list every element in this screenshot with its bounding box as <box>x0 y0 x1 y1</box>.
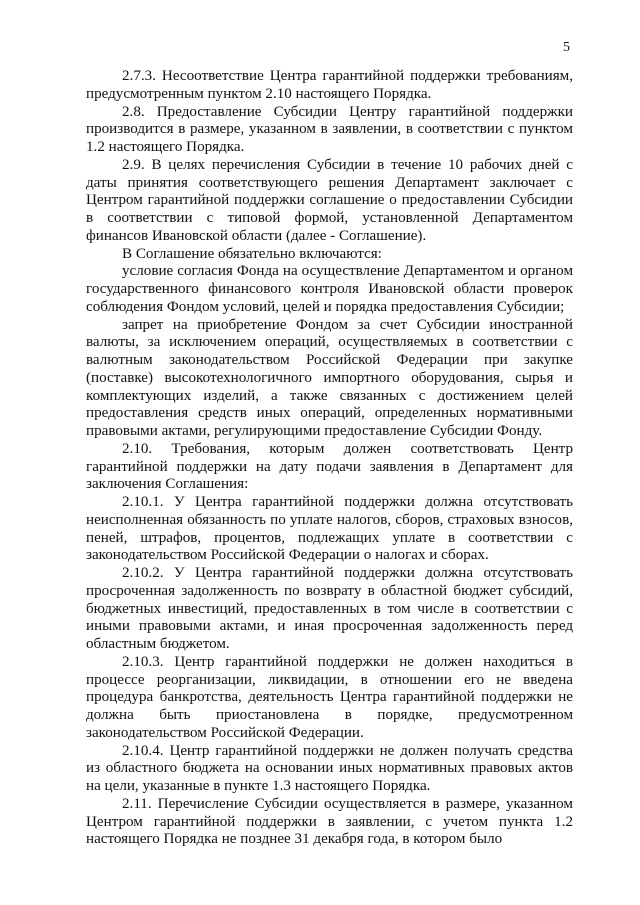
page-number: 5 <box>563 40 570 55</box>
paragraph-2-9: 2.9. В целях перечисления Субсидии в течение 10 рабочих дней с даты принятия соответствующего решения Департамент заключает с Центром гарантийной поддержки соглашение о предоставлении Субсидии в соответствии с типовой формой, установленной Департаментом финансов Ивановской области (далее - Соглашение). <box>86 156 573 244</box>
paragraph-2-10-1: 2.10.1. У Центра гарантийной поддержки должна отсутствовать неисполненная обязанность по уплате налогов, сборов, страховых взносов, пеней, штрафов, процентов, подлежащих уплате в соответствии с законодательством Российской Федерации о налогах и сборах. <box>86 494 573 564</box>
paragraph-2-10-4: 2.10.4. Центр гарантийной поддержки не должен получать средства из областного бюджета на основании иных нормативных правовых актов на цели, указанные в пункте 1.3 настоящего Порядка. <box>86 742 573 794</box>
document-body <box>86 68 573 849</box>
paragraph-consent-condition: условие согласия Фонда на осуществление Департаментом и органом государственного финансового контроля Ивановской области проверок соблюдения Фондом условий, целей и порядка предоставления Субсидии; <box>86 263 573 315</box>
paragraph-agreement-includes: В Соглашение обязательно включаются: <box>122 245 382 262</box>
paragraph-2-11: 2.11. Перечисление Субсидии осуществляется в размере, указанном Центром гарантийной поддержки в заявлении, с учетом пункта 1.2 настоящего Порядка не позднее 31 декабря года, в котором было <box>86 795 573 848</box>
paragraph-2-7-3: 2.7.3. Несоответствие Центра гарантийной поддержки требованиям, предусмотренным пунктом 2.10 настоящего Порядка. <box>86 68 573 102</box>
paragraph-currency-prohibition: запрет на приобретение Фондом за счет Субсидии иностранной валюты, за исключением операций, осуществляемых в соответствии с валютным законодательством Российской Федерации при закупке (поставке) высокотехнологичного импортного оборудования, сырья и комплектующих изделий, а также связанных с достижением целей предоставления средств иных операций, определенных нормативными правовыми актами, регулирующими предоставление Субсидии Фонду. <box>86 316 573 439</box>
paragraph-2-10-3: 2.10.3. Центр гарантийной поддержки не должен находиться в процессе реорганизации, ликвидации, в отношении его не введена процедура банкротства, деятельность Центра гарантийной поддержки не должна быть приостановлена в порядке, предусмотренном законодательством Российской Федерации. <box>86 653 573 741</box>
paragraph-2-8: 2.8. Предоставление Субсидии Центру гарантийной поддержки производится в размере, указанном в заявлении, в соответствии с пунктом 1.2 настоящего Порядка. <box>86 103 573 155</box>
paragraph-2-10-2: 2.10.2. У Центра гарантийной поддержки должна отсутствовать просроченная задолженность по возврату в областной бюджет субсидий, бюджетных инвестиций, предоставленных в том числе в соответствии с иными правовыми актами, и иная просроченная задолженность перед областным бюджетом. <box>86 565 573 652</box>
paragraph-2-10: 2.10. Требования, которым должен соответствовать Центр гарантийной поддержки на дату подачи заявления в Департамент для заключения Соглашения: <box>86 440 573 493</box>
